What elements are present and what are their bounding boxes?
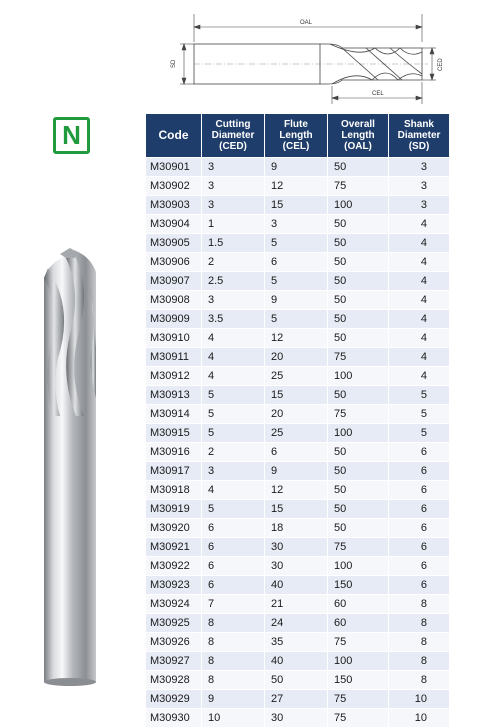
cell-overall-length: 75 bbox=[328, 405, 389, 424]
cell-flute-length: 9 bbox=[265, 158, 328, 177]
sd-label: SD bbox=[171, 59, 177, 68]
cell-shank-diameter: 4 bbox=[389, 310, 450, 329]
sd-dimension bbox=[180, 44, 194, 84]
cell-flute-length: 5 bbox=[265, 272, 328, 291]
cell-flute-length: 30 bbox=[265, 557, 328, 576]
cell-overall-length: 50 bbox=[328, 272, 389, 291]
cell-cutting-diameter: 2 bbox=[202, 253, 265, 272]
cell-code: M30909 bbox=[146, 310, 202, 329]
cell-shank-diameter: 6 bbox=[389, 557, 450, 576]
cell-overall-length: 50 bbox=[328, 329, 389, 348]
cell-cutting-diameter: 5 bbox=[202, 500, 265, 519]
cell-overall-length: 150 bbox=[328, 671, 389, 690]
cell-cutting-diameter: 6 bbox=[202, 557, 265, 576]
table-row bbox=[146, 500, 450, 519]
cell-flute-length: 25 bbox=[265, 424, 328, 443]
cell-code: M30904 bbox=[146, 215, 202, 234]
cell-cutting-diameter: 6 bbox=[202, 576, 265, 595]
cell-cutting-diameter: 8 bbox=[202, 652, 265, 671]
cell-code: M30920 bbox=[146, 519, 202, 538]
cell-overall-length: 50 bbox=[328, 500, 389, 519]
cell-overall-length: 50 bbox=[328, 158, 389, 177]
cell-shank-diameter: 6 bbox=[389, 538, 450, 557]
cell-overall-length: 75 bbox=[328, 633, 389, 652]
cell-cutting-diameter: 6 bbox=[202, 538, 265, 557]
table-row bbox=[146, 481, 450, 500]
table-row bbox=[146, 310, 450, 329]
cell-overall-length: 75 bbox=[328, 690, 389, 709]
cell-cutting-diameter: 8 bbox=[202, 633, 265, 652]
cell-flute-length: 5 bbox=[265, 234, 328, 253]
cell-flute-length: 20 bbox=[265, 405, 328, 424]
table-body bbox=[146, 158, 450, 728]
table-row bbox=[146, 348, 450, 367]
cell-code: M30905 bbox=[146, 234, 202, 253]
cell-cutting-diameter: 7 bbox=[202, 595, 265, 614]
cell-code: M30902 bbox=[146, 177, 202, 196]
cell-flute-length: 5 bbox=[265, 310, 328, 329]
cell-shank-diameter: 6 bbox=[389, 519, 450, 538]
specifications-table bbox=[145, 114, 450, 728]
cell-flute-length: 40 bbox=[265, 576, 328, 595]
cell-flute-length: 9 bbox=[265, 462, 328, 481]
cell-code: M30911 bbox=[146, 348, 202, 367]
cell-cutting-diameter: 4 bbox=[202, 481, 265, 500]
tool-shank bbox=[44, 418, 96, 682]
cell-overall-length: 60 bbox=[328, 595, 389, 614]
cell-shank-diameter: 6 bbox=[389, 462, 450, 481]
cell-code: M30901 bbox=[146, 158, 202, 177]
cell-shank-diameter: 6 bbox=[389, 500, 450, 519]
cell-shank-diameter: 4 bbox=[389, 329, 450, 348]
cell-code: M30916 bbox=[146, 443, 202, 462]
cell-code: M30922 bbox=[146, 557, 202, 576]
cell-code: M30918 bbox=[146, 481, 202, 500]
cell-cutting-diameter: 2 bbox=[202, 443, 265, 462]
cell-code: M30903 bbox=[146, 196, 202, 215]
cell-overall-length: 50 bbox=[328, 481, 389, 500]
cell-shank-diameter: 4 bbox=[389, 253, 450, 272]
cell-flute-length: 18 bbox=[265, 519, 328, 538]
cell-overall-length: 100 bbox=[328, 424, 389, 443]
cell-code: M30930 bbox=[146, 709, 202, 728]
cell-overall-length: 75 bbox=[328, 177, 389, 196]
cell-flute-length: 9 bbox=[265, 291, 328, 310]
table-row bbox=[146, 557, 450, 576]
cell-flute-length: 6 bbox=[265, 253, 328, 272]
table-row bbox=[146, 329, 450, 348]
cell-cutting-diameter: 3 bbox=[202, 177, 265, 196]
cell-code: M30919 bbox=[146, 500, 202, 519]
table-row bbox=[146, 633, 450, 652]
cell-overall-length: 100 bbox=[328, 557, 389, 576]
cell-overall-length: 75 bbox=[328, 348, 389, 367]
ced-dimension bbox=[422, 48, 436, 80]
cell-shank-diameter: 5 bbox=[389, 405, 450, 424]
cell-shank-diameter: 5 bbox=[389, 386, 450, 405]
cell-overall-length: 100 bbox=[328, 196, 389, 215]
cell-flute-length: 50 bbox=[265, 671, 328, 690]
header-cutting-diameter: Cutting Diameter (CED) bbox=[202, 114, 265, 158]
cell-shank-diameter: 3 bbox=[389, 158, 450, 177]
cell-overall-length: 50 bbox=[328, 253, 389, 272]
end-mill-dimension-diagram bbox=[160, 0, 450, 108]
table-row bbox=[146, 367, 450, 386]
cell-shank-diameter: 4 bbox=[389, 367, 450, 386]
cell-flute-length: 35 bbox=[265, 633, 328, 652]
table-row bbox=[146, 462, 450, 481]
cell-shank-diameter: 8 bbox=[389, 614, 450, 633]
badge-letter: N bbox=[62, 120, 81, 150]
cell-cutting-diameter: 3.5 bbox=[202, 310, 265, 329]
cell-flute-length: 3 bbox=[265, 215, 328, 234]
cell-cutting-diameter: 5 bbox=[202, 405, 265, 424]
table-row bbox=[146, 709, 450, 728]
cell-code: M30910 bbox=[146, 329, 202, 348]
cell-overall-length: 150 bbox=[328, 576, 389, 595]
cell-cutting-diameter: 3 bbox=[202, 158, 265, 177]
table-row bbox=[146, 576, 450, 595]
cell-code: M30924 bbox=[146, 595, 202, 614]
cell-cutting-diameter: 2.5 bbox=[202, 272, 265, 291]
cell-shank-diameter: 8 bbox=[389, 652, 450, 671]
cell-shank-diameter: 3 bbox=[389, 177, 450, 196]
cell-shank-diameter: 4 bbox=[389, 291, 450, 310]
table-row bbox=[146, 424, 450, 443]
cell-cutting-diameter: 9 bbox=[202, 690, 265, 709]
cell-cutting-diameter: 3 bbox=[202, 462, 265, 481]
cell-overall-length: 75 bbox=[328, 709, 389, 728]
cell-flute-length: 15 bbox=[265, 386, 328, 405]
cell-code: M30914 bbox=[146, 405, 202, 424]
cell-overall-length: 50 bbox=[328, 386, 389, 405]
cell-flute-length: 15 bbox=[265, 196, 328, 215]
cell-cutting-diameter: 5 bbox=[202, 386, 265, 405]
cell-flute-length: 30 bbox=[265, 709, 328, 728]
cell-shank-diameter: 6 bbox=[389, 481, 450, 500]
cell-cutting-diameter: 1 bbox=[202, 215, 265, 234]
cell-flute-length: 12 bbox=[265, 329, 328, 348]
cell-code: M30912 bbox=[146, 367, 202, 386]
cel-label: CEL bbox=[372, 91, 384, 97]
cell-code: M30913 bbox=[146, 386, 202, 405]
cell-cutting-diameter: 10 bbox=[202, 709, 265, 728]
cell-code: M30915 bbox=[146, 424, 202, 443]
cell-cutting-diameter: 6 bbox=[202, 519, 265, 538]
table-row bbox=[146, 443, 450, 462]
cell-overall-length: 50 bbox=[328, 291, 389, 310]
cell-overall-length: 50 bbox=[328, 443, 389, 462]
cell-flute-length: 30 bbox=[265, 538, 328, 557]
table-row bbox=[146, 652, 450, 671]
cell-overall-length: 50 bbox=[328, 234, 389, 253]
header-overall-length: Overall Length (OAL) bbox=[328, 114, 389, 158]
cell-flute-length: 12 bbox=[265, 177, 328, 196]
cell-code: M30923 bbox=[146, 576, 202, 595]
cell-code: M30927 bbox=[146, 652, 202, 671]
table-row bbox=[146, 595, 450, 614]
cell-overall-length: 50 bbox=[328, 215, 389, 234]
cell-flute-length: 12 bbox=[265, 481, 328, 500]
table-row bbox=[146, 386, 450, 405]
cell-cutting-diameter: 3 bbox=[202, 196, 265, 215]
cell-cutting-diameter: 8 bbox=[202, 614, 265, 633]
cell-overall-length: 50 bbox=[328, 462, 389, 481]
table-row bbox=[146, 519, 450, 538]
cell-shank-diameter: 4 bbox=[389, 215, 450, 234]
material-group-badge bbox=[53, 117, 90, 154]
cell-flute-length: 24 bbox=[265, 614, 328, 633]
table-row bbox=[146, 538, 450, 557]
cell-cutting-diameter: 1.5 bbox=[202, 234, 265, 253]
table-row bbox=[146, 158, 450, 177]
oal-label: OAL bbox=[300, 20, 313, 26]
cell-flute-length: 21 bbox=[265, 595, 328, 614]
table-row bbox=[146, 272, 450, 291]
cell-code: M30908 bbox=[146, 291, 202, 310]
table-row bbox=[146, 690, 450, 709]
end-mill-illustration bbox=[30, 248, 110, 688]
cell-shank-diameter: 8 bbox=[389, 633, 450, 652]
cell-code: M30907 bbox=[146, 272, 202, 291]
cell-code: M30926 bbox=[146, 633, 202, 652]
cell-flute-length: 20 bbox=[265, 348, 328, 367]
table-row bbox=[146, 234, 450, 253]
cell-shank-diameter: 4 bbox=[389, 234, 450, 253]
table-row bbox=[146, 405, 450, 424]
table-row bbox=[146, 215, 450, 234]
table-row bbox=[146, 196, 450, 215]
table-header-row bbox=[146, 114, 450, 158]
cell-overall-length: 50 bbox=[328, 519, 389, 538]
cell-shank-diameter: 4 bbox=[389, 272, 450, 291]
cell-overall-length: 60 bbox=[328, 614, 389, 633]
cell-shank-diameter: 3 bbox=[389, 196, 450, 215]
cell-overall-length: 50 bbox=[328, 310, 389, 329]
cell-code: M30917 bbox=[146, 462, 202, 481]
table-row bbox=[146, 671, 450, 690]
header-code: Code bbox=[146, 114, 202, 158]
cell-shank-diameter: 5 bbox=[389, 424, 450, 443]
cell-shank-diameter: 6 bbox=[389, 443, 450, 462]
cell-cutting-diameter: 4 bbox=[202, 348, 265, 367]
cell-shank-diameter: 8 bbox=[389, 671, 450, 690]
table-row bbox=[146, 177, 450, 196]
cell-shank-diameter: 10 bbox=[389, 709, 450, 728]
cell-flute-length: 15 bbox=[265, 500, 328, 519]
cell-shank-diameter: 10 bbox=[389, 690, 450, 709]
cell-flute-length: 6 bbox=[265, 443, 328, 462]
ced-label: CED bbox=[438, 58, 444, 71]
table-row bbox=[146, 614, 450, 633]
cell-shank-diameter: 8 bbox=[389, 595, 450, 614]
cell-code: M30906 bbox=[146, 253, 202, 272]
cell-code: M30925 bbox=[146, 614, 202, 633]
cell-overall-length: 100 bbox=[328, 652, 389, 671]
cell-overall-length: 75 bbox=[328, 538, 389, 557]
cell-cutting-diameter: 4 bbox=[202, 367, 265, 386]
oal-dimension bbox=[194, 14, 422, 42]
cell-cutting-diameter: 3 bbox=[202, 291, 265, 310]
table-row bbox=[146, 253, 450, 272]
cell-cutting-diameter: 8 bbox=[202, 671, 265, 690]
table-row bbox=[146, 291, 450, 310]
cell-shank-diameter: 6 bbox=[389, 576, 450, 595]
cell-cutting-diameter: 4 bbox=[202, 329, 265, 348]
header-shank-diameter: Shank Diameter (SD) bbox=[389, 114, 450, 158]
cell-shank-diameter: 4 bbox=[389, 348, 450, 367]
cell-cutting-diameter: 5 bbox=[202, 424, 265, 443]
cell-flute-length: 25 bbox=[265, 367, 328, 386]
cell-code: M30928 bbox=[146, 671, 202, 690]
cell-code: M30921 bbox=[146, 538, 202, 557]
header-flute-length: Flute Length (CEL) bbox=[265, 114, 328, 158]
cell-overall-length: 100 bbox=[328, 367, 389, 386]
cell-flute-length: 27 bbox=[265, 690, 328, 709]
cell-flute-length: 40 bbox=[265, 652, 328, 671]
cell-code: M30929 bbox=[146, 690, 202, 709]
